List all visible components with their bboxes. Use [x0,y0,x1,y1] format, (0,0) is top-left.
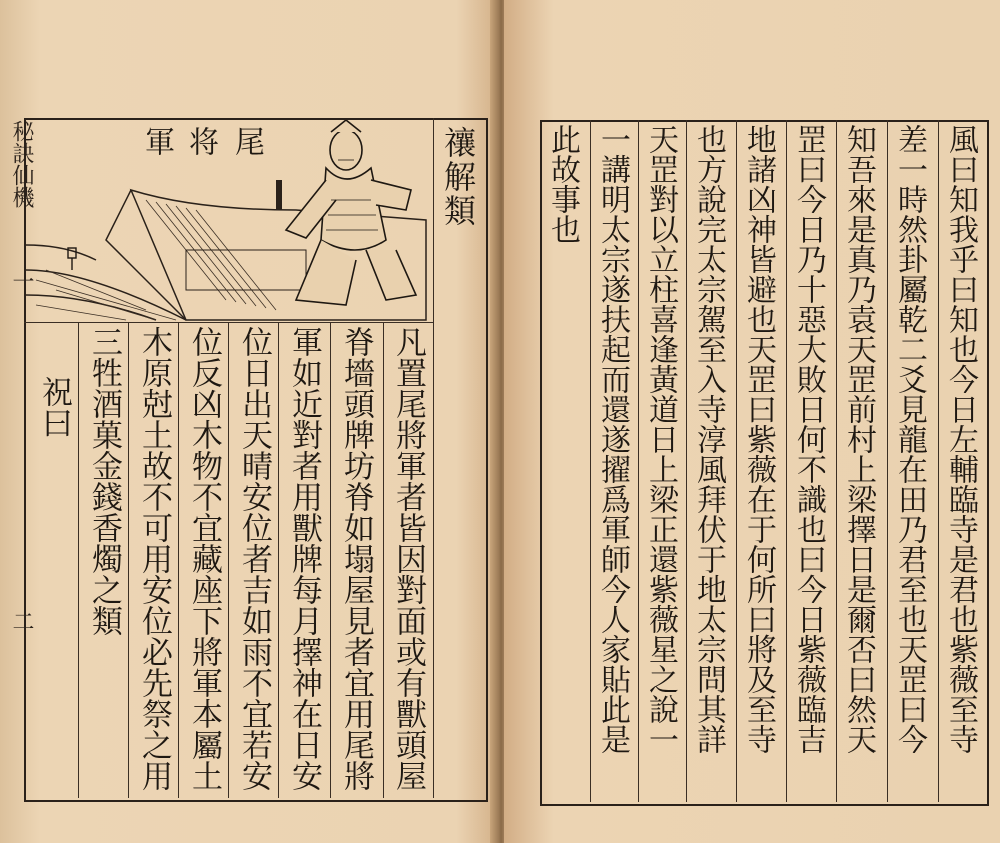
section-heading: 禳解類 [439,126,477,228]
illustration-caption-army: 軍 [139,126,174,158]
left-text-column-6: 木原尅土故不可用安位必先祭之用 [136,326,172,791]
right-text-column-3: 知吾來是真乃袁天罡前村上梁擇日是爾否曰然天 [841,124,876,754]
right-text-column-2: 差一時然卦屬乾二爻見龍在田乃君至也天罡曰今 [892,124,927,754]
left-text-column-2: 脊墻頭牌坊脊如塌屋見者宜用尾將 [338,326,374,791]
right-text-column-4: 罡曰今日乃十惡大敗日何不識也曰今日紫薇臨吉 [791,124,826,754]
right-text-column-8: 一講明太宗遂扶起而還遂擢爲軍師今人家貼此是 [595,124,630,754]
illustration-caption-general: 将 [183,126,218,158]
left-text-column-8: 祝曰 [36,376,72,438]
right-text-column-7: 天罡對以立柱喜逢黃道日上梁正還紫薇星之說一 [643,124,678,754]
left-page [0,0,496,843]
left-text-column-4: 位日出天晴安位者吉如雨不宜若安 [236,326,272,791]
illustration-caption-tail: 尾 [229,126,264,158]
right-text-column-1: 風曰知我乎曰知也今日左輔臨寺是君也紫薇至寺 [943,124,978,754]
left-text-column-5: 位反凶木物不宜藏座下將軍本屬土 [186,326,222,791]
right-text-column-9: 此故事也 [545,124,580,244]
edge-title: 秘訣仙機 [9,120,34,208]
right-text-column-6: 也方說完太宗駕至入寺淳風拜伏于地太宗問其詳 [691,124,726,754]
left-text-column-7: 三牲酒菓金錢香燭之類 [86,326,122,636]
edge-volume: 一 [9,270,34,292]
right-page [504,0,1000,843]
left-text-column-3: 軍如近對者用獸牌每月擇神在日安 [286,326,322,791]
edge-page-number: 二 [9,610,34,632]
right-text-column-5: 地諸凶神皆避也天罡曰紫薇在于何所曰將及至寺 [741,124,776,754]
left-text-column-1: 凡置尾將軍者皆因對面或有獸頭屋 [390,326,426,791]
